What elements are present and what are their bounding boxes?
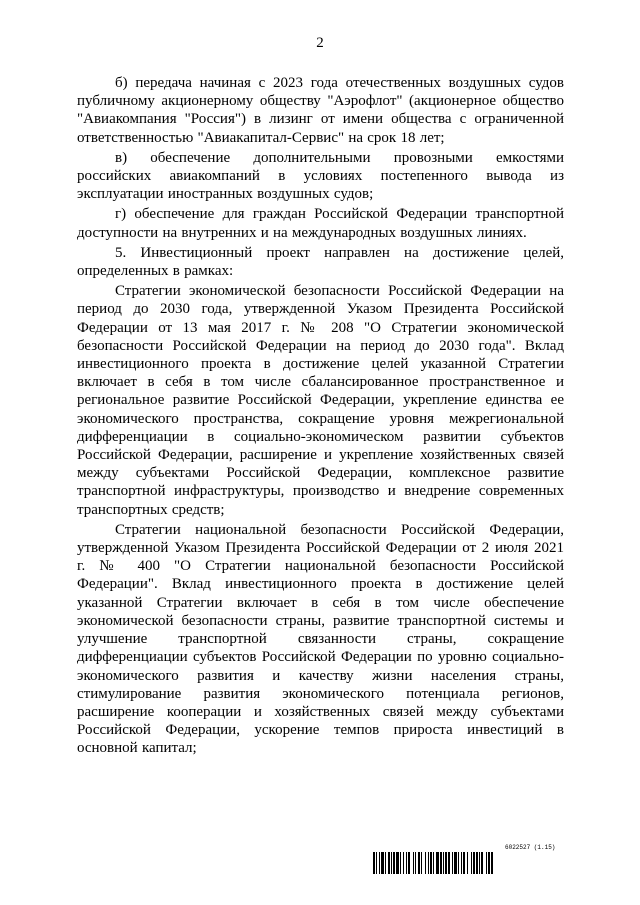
- barcode-bar: [476, 852, 478, 874]
- barcode-bar: [376, 852, 377, 874]
- barcode-bar: [445, 852, 447, 874]
- barcode-bar: [385, 852, 386, 874]
- document-body: [77, 74, 564, 760]
- barcode-bar: [408, 852, 410, 874]
- barcode-bar: [448, 852, 450, 874]
- barcode-bar: [461, 852, 462, 874]
- barcode-bar: [396, 852, 399, 874]
- barcode-bar: [415, 852, 416, 874]
- barcode-bar: [481, 852, 483, 874]
- barcode-bar: [425, 852, 426, 874]
- barcode-bar: [443, 852, 444, 874]
- barcode-bar: [440, 852, 442, 874]
- barcode-bar: [473, 852, 475, 874]
- paragraph-section-5: 5. Инвестиционный проект направлен на достижение целей, определенных в рамках:: [77, 244, 564, 280]
- barcode-bar: [471, 852, 472, 874]
- barcode-bar: [433, 852, 434, 874]
- page-number: 2: [316, 35, 324, 51]
- barcode-bar: [463, 852, 465, 874]
- barcode: [373, 852, 576, 874]
- barcode-bar: [403, 852, 404, 874]
- barcode-bar: [418, 852, 420, 874]
- barcode-bar: [388, 852, 390, 874]
- paragraph-capacity: в) обеспечение дополнительными провозными емкостями российских авиакомпаний в условиях постепенного вывода из эксплуатации иностранных воздушных судов;: [77, 149, 564, 203]
- paragraph-national-security-strategy: Стратегии национальной безопасности Российской Федерации, утвержденной Указом Президента Российской Федерации от 2 июля 2021 г. № 400 "О Стратегии национальной безопасности Российской Федерации". Вклад инвестиционного проекта в достижение целей указанной Стратегии включает в себя в том числе обеспечение экономической безопасности страны, развитие транспортной системы и улучшение транспортной связанности страны, сокращение дифференциации субъектов Российской Федерации по уровню социально-экономического развития и качеству жизни населения страны, стимулирование развития экономического потенциала регионов, расширение кооперации и хозяйственных связей между субъектами Российской Федерации, ускорение темпов прироста инвестиций в основной капитал;: [77, 521, 564, 757]
- barcode-bar: [491, 852, 493, 874]
- barcode-bar: [428, 852, 429, 874]
- barcode-bar: [393, 852, 395, 874]
- barcode-bar: [391, 852, 392, 874]
- barcode-bar: [381, 852, 384, 874]
- barcode-bar: [436, 852, 439, 874]
- barcode-bar: [373, 852, 375, 874]
- barcode-bar: [458, 852, 459, 874]
- barcode-bar: [467, 852, 468, 874]
- barcode-bar: [452, 852, 453, 874]
- barcode-bar: [406, 852, 407, 874]
- paragraph-economic-security-strategy: Стратегии экономической безопасности Российской Федерации на период до 2030 года, утвержденной Указом Президента Российской Федерации от 13 мая 2017 г. № 208 "О Стратегии экономической безопасности Российской Федерации на период до 2030 года". Вклад инвестиционного проекта в достижение целей указанной Стратегии включает в себя в том числе сбалансированное пространственное и региональное развитие Российской Федерации, укрепление единства ее экономического пространства, сокращение уровня межрегиональной дифференциации в социально-экономическом развитии субъектов Российской Федерации, расширение и укрепление хозяйственных связей между субъектами Российской Федерации, комплексное развитие транспортной инфраструктуры, производство и внедрение современных транспортных средств;: [77, 283, 564, 518]
- barcode-bar: [379, 852, 380, 874]
- barcode-bar: [400, 852, 401, 874]
- barcode-bar: [479, 852, 480, 874]
- paragraph-accessibility: г) обеспечение для граждан Российской Федерации транспортной доступности на внутренних и на международных воздушных линиях.: [77, 206, 564, 241]
- document-code: 6022527 (1.15): [505, 844, 556, 851]
- barcode-bar: [430, 852, 432, 874]
- barcode-bar: [486, 852, 487, 874]
- barcode-bar: [454, 852, 457, 874]
- paragraph-transfer-aircraft: б) передача начиная с 2023 года отечественных воздушных судов публичному акционерному обществу "Аэрофлот" (акционерное общество "Авиакомпания "Россия") в лизинг от имени общества с ограниченной ответственностью "Авиакапитал-Сервис" на срок 18 лет;: [77, 75, 564, 146]
- barcode-bar: [413, 852, 414, 874]
- barcode-bar: [421, 852, 422, 874]
- barcode-bar: [488, 852, 490, 874]
